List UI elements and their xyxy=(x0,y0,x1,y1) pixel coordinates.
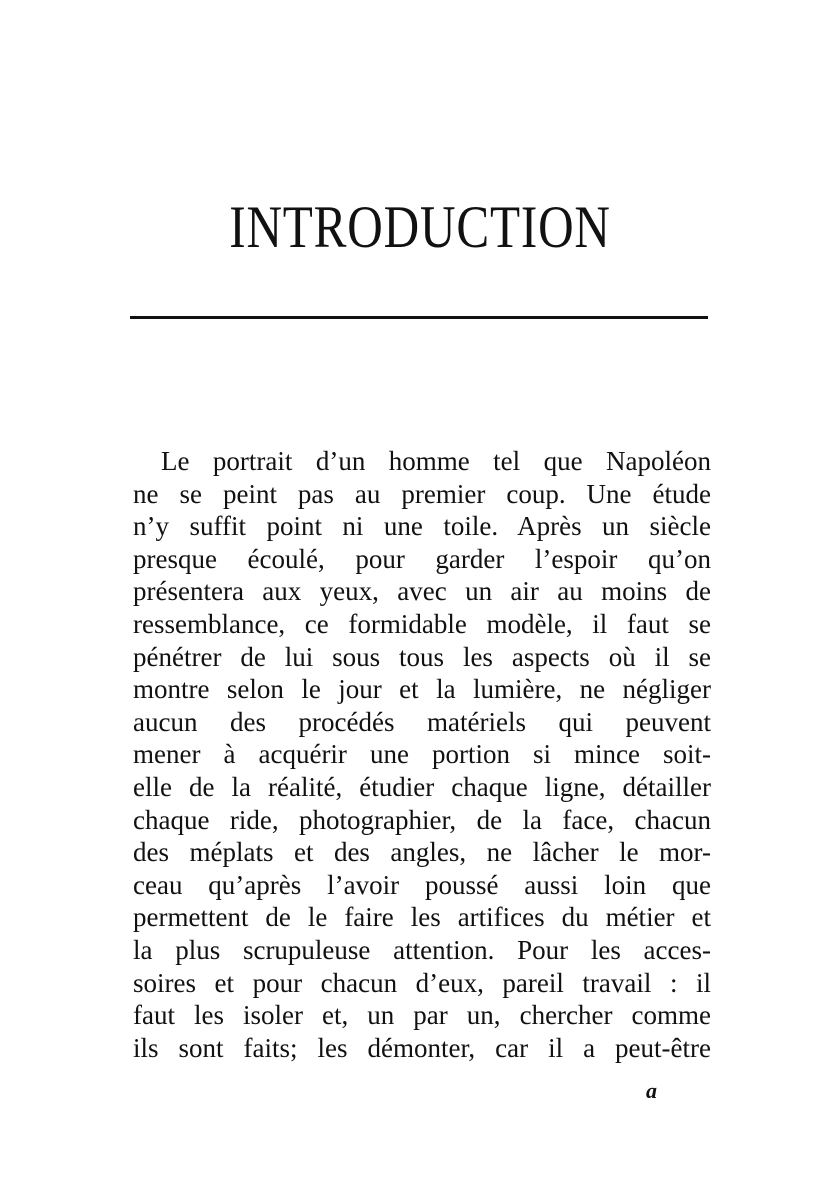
text-line: chaque ride, photographier, de la face, chacun xyxy=(133,804,711,835)
text-line: mener à acquérir une portion si mince soit- xyxy=(133,739,711,770)
text-line: aucun des procédés matériels qui peuvent xyxy=(133,706,711,737)
text-line: faut les isoler et, un par un, chercher comme xyxy=(133,1000,711,1031)
text-line: la plus scrupuleuse attention. Pour les acces- xyxy=(133,934,711,965)
chapter-title: INTRODUCTION xyxy=(229,194,611,260)
title-rule xyxy=(130,316,708,319)
text-line: des méplats et des angles, ne lâcher le mor- xyxy=(133,837,711,868)
text-line: ne se peint pas au premier coup. Une étude xyxy=(133,478,711,509)
text-line: pénétrer de lui sous tous les aspects où il se xyxy=(133,641,711,672)
text-line: montre selon le jour et la lumière, ne négliger xyxy=(133,674,711,705)
text-line: presque écoulé, pour garder l’espoir qu’on xyxy=(133,543,711,574)
text-line: présentera aux yeux, avec un air au moins de xyxy=(133,576,711,607)
text-line: ressemblance, ce formidable modèle, il faut se xyxy=(133,608,711,639)
text-line: permettent de le faire les artifices du métier et xyxy=(133,902,711,933)
body-paragraph xyxy=(133,445,711,1064)
text-line: ceau qu’après l’avoir poussé aussi loin que xyxy=(133,869,711,900)
text-line: elle de la réalité, étudier chaque ligne, détailler xyxy=(133,771,711,802)
text-line: Le portrait d’un homme tel que Napoléon xyxy=(161,446,711,476)
text-line: soires et pour chacun d’eux, pareil travail : il xyxy=(133,967,711,998)
signature-mark: a xyxy=(646,1078,657,1103)
text-line: ils sont faits; les démonter, car il a peut-être xyxy=(133,1032,711,1063)
text-line: n’y suffit point ni une toile. Après un siècle xyxy=(133,511,711,542)
